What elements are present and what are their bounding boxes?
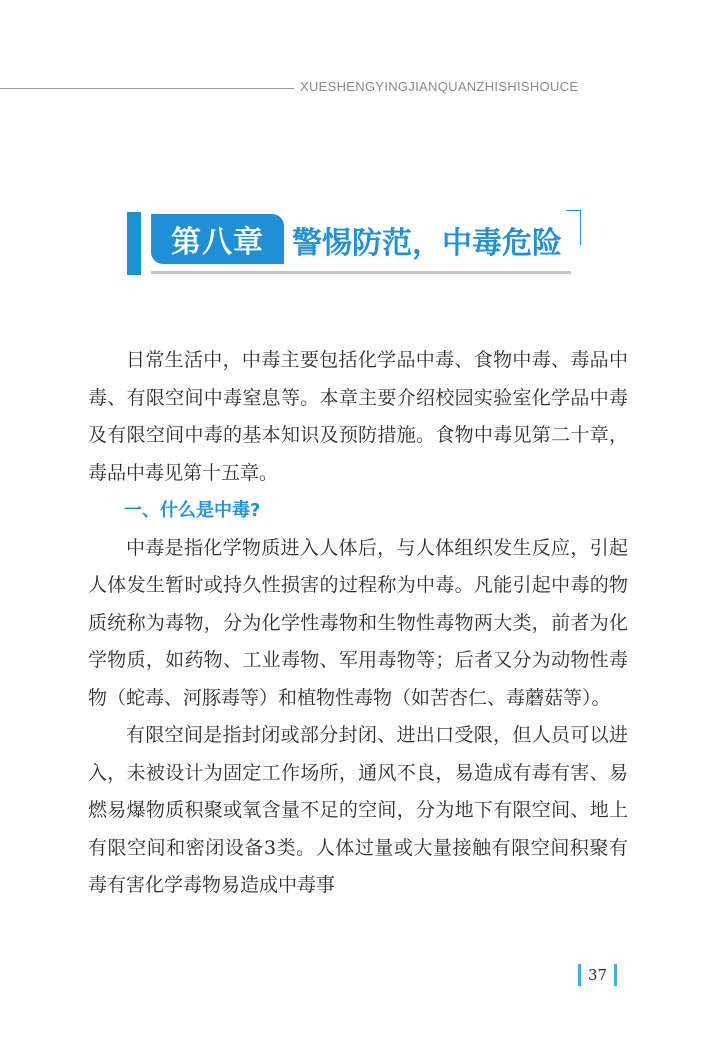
page-number-right-bar: [614, 964, 617, 986]
section-heading: 一、什么是中毒?: [124, 500, 261, 521]
chapter-number-box: [151, 214, 284, 264]
paragraph-confined-space: 有限空间是指封闭或部分封闭、进出口受限，但人员可以进入，未被设计为固定工作场所，通风不良，易造成有毒有害、易燃易爆物质积聚或氧含量不足的空间，分为地下有限空间、地上有限空间和密闭设备3类。人体过量或大量接触有限空间积聚有毒有害化学毒物易造成中毒事: [88, 724, 628, 896]
chapter-corner-bracket: [566, 210, 581, 245]
page-number: 37: [588, 966, 608, 984]
chapter-underline: [151, 271, 571, 274]
body-text: [88, 342, 628, 905]
chapter-number: 第八章: [171, 225, 264, 260]
page-number-marker: [578, 964, 617, 986]
running-head-rule: [0, 88, 294, 89]
chapter-title: 警惕防范，中毒危险: [292, 226, 562, 261]
chapter-accent-bar: [127, 212, 141, 275]
paragraph-intro: 日常生活中，中毒主要包括化学品中毒、食物中毒、毒品中毒、有限空间中毒窒息等。本章主要介绍校园实验室化学品中毒及有限空间中毒的基本知识及预防措施。食物中毒见第二十章，毒品中毒见第十五章。: [88, 349, 628, 484]
paragraph-poisoning-definition: 中毒是指化学物质进入人体后，与人体组织发生反应，引起人体发生暂时或持久性损害的过程称为中毒。凡能引起中毒的物质统称为毒物，分为化学性毒物和生物性毒物两大类，前者为化学物质，如药物、工业毒物、军用毒物等；后者又分为动物性毒物（蛇毒、河豚毒等）和植物性毒物（如苦杏仁、毒蘑菇等）。: [88, 536, 628, 709]
running-head: XUESHENGYINGJIANQUANZHISHISHOUCE: [300, 79, 579, 94]
